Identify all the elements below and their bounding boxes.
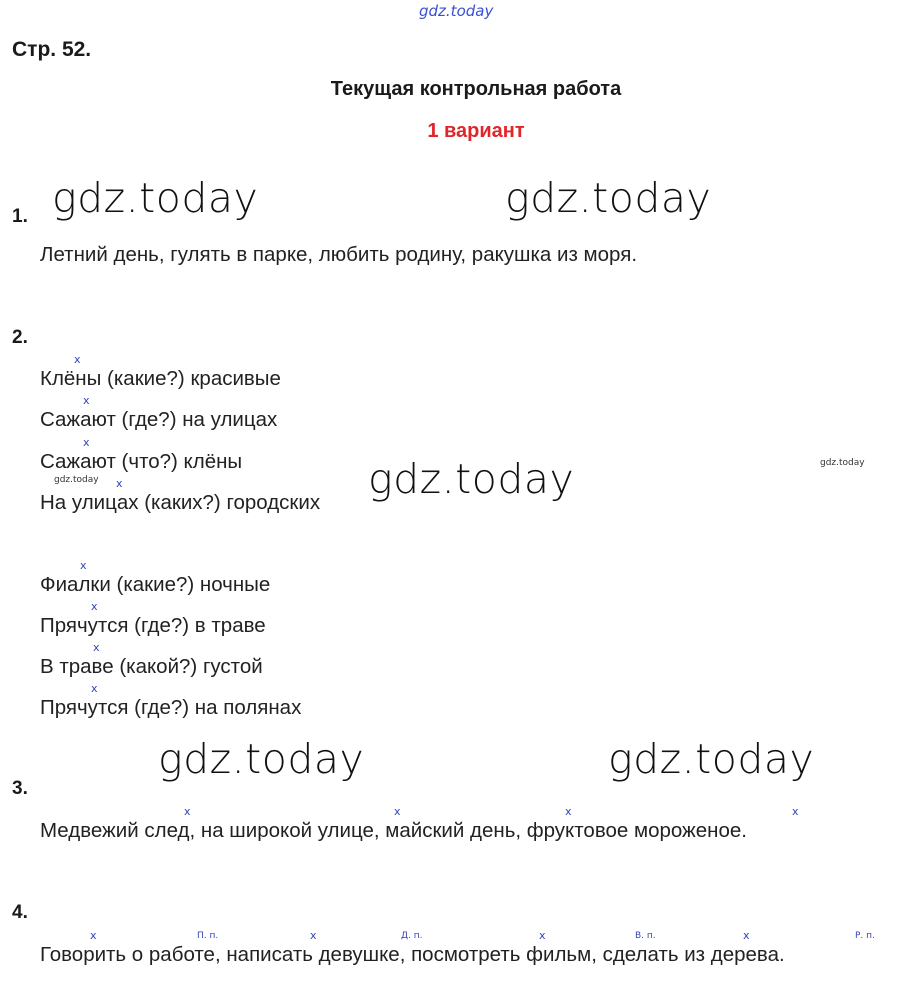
task-2-number: 2.	[12, 327, 28, 348]
stress-mark: x	[83, 394, 90, 407]
stress-mark: x	[565, 805, 572, 818]
stress-mark: x	[90, 929, 97, 942]
watermark-large: gdz.today	[368, 455, 575, 503]
watermark-large: gdz.today	[505, 174, 712, 222]
task-2-line: Фиалки (какие?) ночные	[40, 573, 271, 596]
task-4-number: 4.	[12, 902, 28, 923]
task-2-line: Сажают (что?) клёны	[40, 450, 243, 473]
watermark-large: gdz.today	[608, 735, 815, 783]
stress-mark: x	[83, 436, 90, 449]
task-2-line: Сажают (где?) на улицах	[40, 408, 278, 431]
stress-mark: x	[184, 805, 191, 818]
top-watermark: gdz.today	[419, 2, 494, 20]
stress-mark: x	[743, 929, 750, 942]
task-1-number: 1.	[12, 206, 28, 227]
task-1-answer: Летний день, гулять в парке, любить родину, ракушка из моря.	[40, 243, 638, 266]
task-4-answer: Говорить о работе, написать девушке, посмотреть фильм, сделать из дерева.	[40, 943, 785, 966]
task-2-line: В траве (какой?) густой	[40, 655, 263, 678]
stress-mark: x	[93, 641, 100, 654]
stress-mark: x	[91, 600, 98, 613]
watermark-large: gdz.today	[52, 174, 259, 222]
task-3-answer: Медвежий след, на широкой улице, майский день, фруктовое мороженое.	[40, 819, 747, 842]
watermark-small: gdz.today	[820, 458, 865, 468]
stress-mark: x	[310, 929, 317, 942]
task-2-line: Клёны (какие?) красивые	[40, 367, 281, 390]
stress-mark: x	[80, 559, 87, 572]
case-label: В. п.	[635, 931, 656, 941]
stress-mark: x	[539, 929, 546, 942]
stress-mark: x	[91, 682, 98, 695]
case-label: Д. п.	[401, 931, 423, 941]
case-label: П. п.	[197, 931, 219, 941]
task-2-line: Прячутся (где?) на полянах	[40, 696, 302, 719]
worksheet-title: Текущая контрольная работа	[330, 78, 622, 100]
watermark-small: gdz.today	[54, 475, 99, 485]
variant-label: 1 вариант	[427, 120, 525, 142]
watermark-large: gdz.today	[158, 735, 365, 783]
stress-mark: x	[116, 477, 123, 490]
stress-mark: x	[792, 805, 799, 818]
page-number: Стр. 52.	[12, 38, 92, 61]
case-label: Р. п.	[855, 931, 875, 941]
stress-mark: x	[74, 353, 81, 366]
task-2-line: Прячутся (где?) в траве	[40, 614, 266, 637]
task-2-line: На улицах (каких?) городских	[40, 491, 321, 514]
task-3-number: 3.	[12, 778, 28, 799]
stress-mark: x	[394, 805, 401, 818]
